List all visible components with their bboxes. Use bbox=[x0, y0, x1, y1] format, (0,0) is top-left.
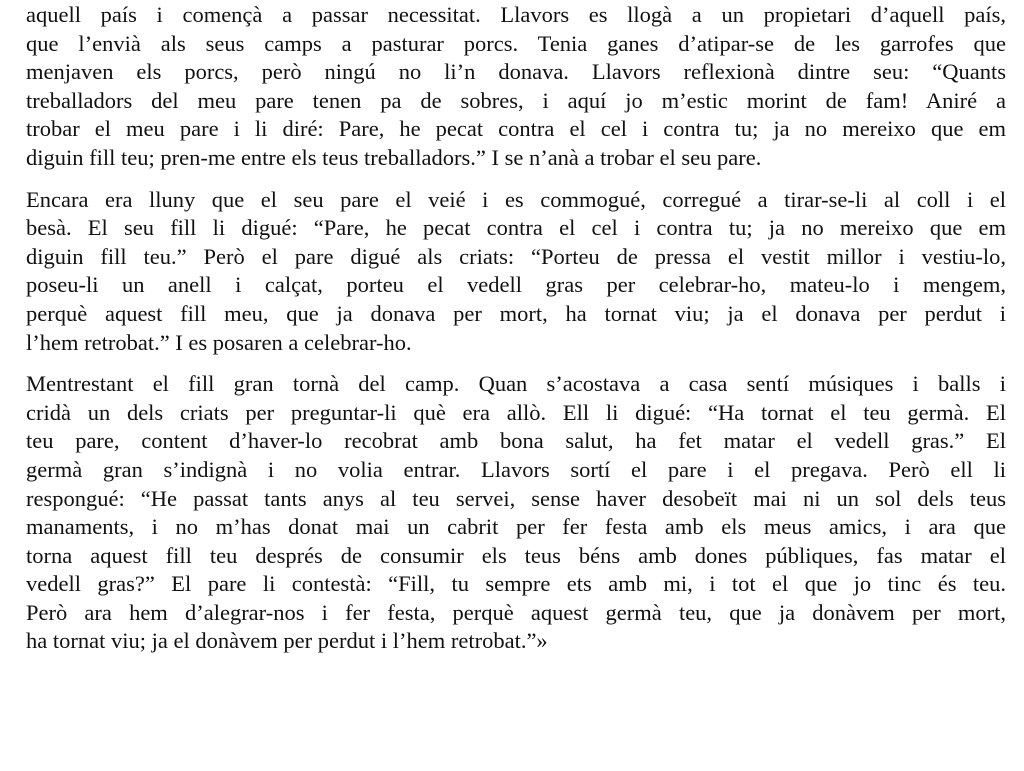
text-line: trobar el meu pare i li diré: Pare, he pecat contra el cel i contra tu; ja no mereixo que em bbox=[26, 116, 1006, 142]
text-line: poseu-li un anell i calçat, porteu el vedell gras per celebrar-ho, mateu-lo i mengem, bbox=[26, 272, 1006, 298]
text-line: respongué: “He passat tants anys al teu servei, sense haver desobeït mai ni un sol dels teus bbox=[26, 485, 1006, 511]
text-line: Però ara hem d’alegrar-nos i fer festa, perquè aquest germà teu, que ja donàvem per mort, bbox=[26, 599, 1006, 625]
text-line: l’hem retrobat.” I es posaren a celebrar-ho. bbox=[26, 329, 412, 355]
text-line: besà. El seu fill li digué: “Pare, he pecat contra el cel i contra tu; ja no mereixo que em bbox=[26, 215, 1006, 241]
text-line: diguin fill teu.” Però el pare digué als criats: “Porteu de pressa el vestit millor i vestiu-lo, bbox=[26, 243, 1006, 269]
paragraph-1 bbox=[26, 1, 1006, 173]
text-line: diguin fill teu; pren-me entre els teus treballadors.” I se n’anà a trobar el seu pare. bbox=[26, 144, 762, 170]
text-line: torna aquest fill teu després de consumir els teus béns amb dones públiques, fas matar el bbox=[26, 542, 1006, 568]
text-line: Encara era lluny que el seu pare el veié i es commogué, corregué a tirar-se-li al coll i el bbox=[26, 186, 1006, 212]
text-line: vedell gras?” El pare li contestà: “Fill, tu sempre ets amb mi, i tot el que jo tinc és teu. bbox=[26, 571, 1006, 597]
document-page bbox=[26, 1, 1006, 669]
text-line: perquè aquest fill meu, que ja donava per mort, ha tornat viu; ja el donava per perdut i bbox=[26, 300, 1006, 326]
paragraph-2 bbox=[26, 186, 1006, 358]
text-line: aquell país i començà a passar necessitat. Llavors es llogà a un propietari d’aquell país, bbox=[26, 2, 1006, 27]
text-line: teu pare, content d’haver-lo recobrat amb bona salut, ha fet matar el vedell gras.” El bbox=[26, 428, 1006, 454]
paragraph-3 bbox=[26, 370, 1006, 656]
text-line: ha tornat viu; ja el donàvem per perdut i l’hem retrobat.”» bbox=[26, 628, 548, 654]
text-line: que l’envià als seus camps a pasturar porcs. Tenia ganes d’atipar-se de les garrofes que bbox=[26, 30, 1006, 56]
text-line: germà gran s’indignà i no volia entrar. Llavors sortí el pare i el pregava. Però ell li bbox=[26, 456, 1006, 482]
text-line: cridà un dels criats per preguntar-li què era allò. Ell li digué: “Ha tornat el teu germà. El bbox=[26, 399, 1006, 425]
text-line: menjaven els porcs, però ningú no li’n donava. Llavors reflexionà dintre seu: “Quants bbox=[26, 59, 1006, 85]
text-line: manaments, i no m’has donat mai un cabrit per fer festa amb els meus amics, i ara que bbox=[26, 514, 1006, 540]
text-line: treballadors del meu pare tenen pa de sobres, i aquí jo m’estic morint de fam! Aniré a bbox=[26, 87, 1006, 113]
text-line: Mentrestant el fill gran tornà del camp. Quan s’acostava a casa sentí músiques i balls i bbox=[26, 371, 1006, 397]
